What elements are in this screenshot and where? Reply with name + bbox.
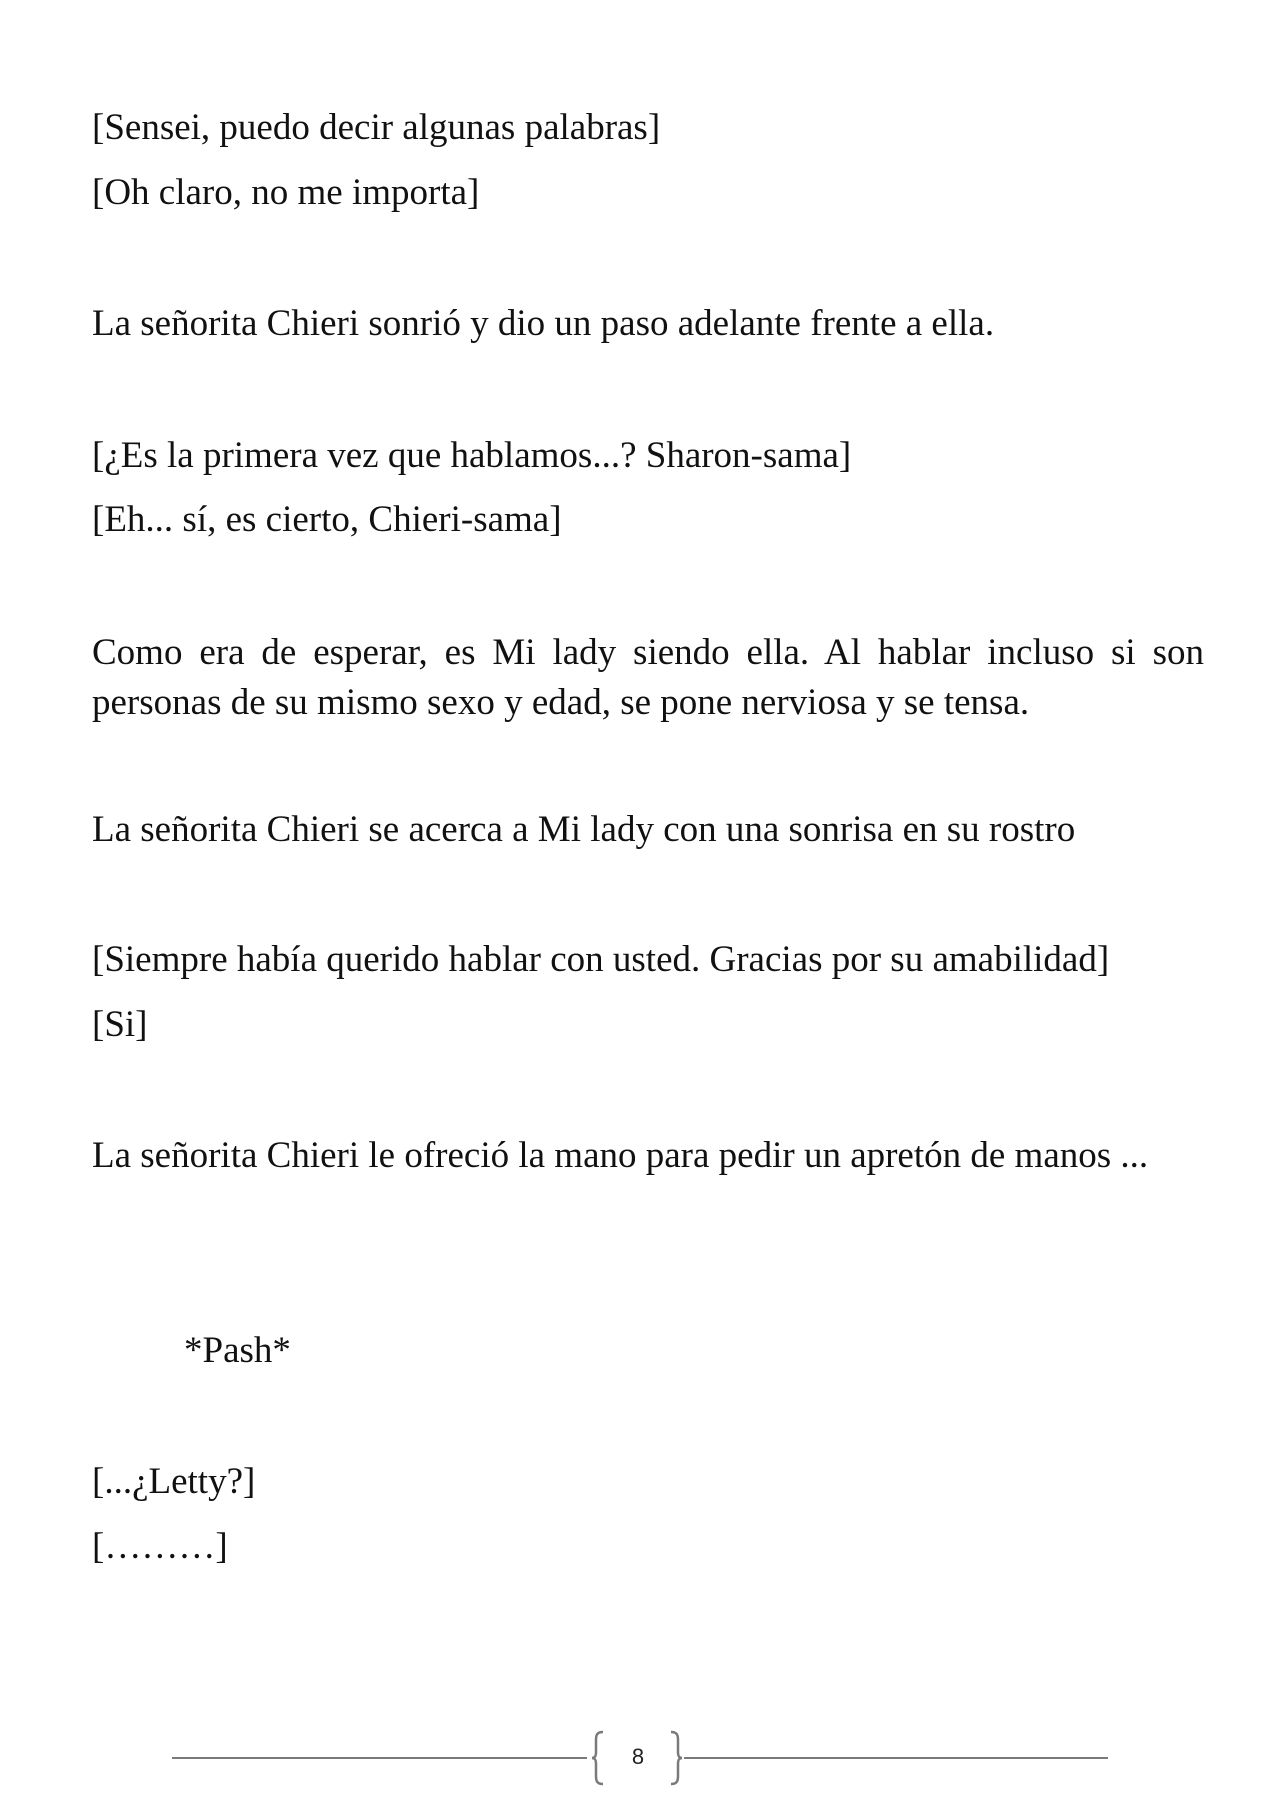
dialogue-line: [………] — [92, 1526, 228, 1567]
dialogue-line: [Sensei, puedo decir algunas palabras] — [92, 107, 661, 148]
paragraph-line: Como era de esperar, es Mi lady siendo ella. Al hablar incluso si son — [92, 632, 1204, 673]
sound-effect-line: *Pash* — [184, 1330, 291, 1371]
dialogue-line: [Oh claro, no me importa] — [92, 172, 480, 213]
footer-bracket-right-icon — [669, 1730, 683, 1786]
narration-line: La señorita Chieri le ofreció la mano para pedir un apretón de manos ... — [92, 1135, 1149, 1176]
footer-rule-right — [684, 1757, 1108, 1759]
footer-rule-left — [172, 1757, 587, 1759]
footer-bracket-left-icon — [591, 1730, 605, 1786]
dialogue-line: [Si] — [92, 1004, 148, 1045]
dialogue-line: [Eh... sí, es cierto, Chieri-sama] — [92, 499, 562, 540]
page-number: 8 — [631, 1744, 645, 1769]
narration-line: La señorita Chieri sonrió y dio un paso adelante frente a ella. — [92, 303, 995, 344]
paragraph-line: personas de su mismo sexo y edad, se pone nerviosa y se tensa. — [92, 682, 1030, 723]
dialogue-line: [...¿Letty?] — [92, 1461, 256, 1502]
dialogue-line: [¿Es la primera vez que hablamos...? Sharon-sama] — [92, 435, 852, 476]
narration-line: La señorita Chieri se acerca a Mi lady con una sonrisa en su rostro — [92, 809, 1076, 850]
narration-paragraph — [92, 628, 1204, 728]
dialogue-line: [Siempre había querido hablar con usted. Gracias por su amabilidad] — [92, 939, 1110, 980]
page-footer — [172, 1730, 1108, 1786]
